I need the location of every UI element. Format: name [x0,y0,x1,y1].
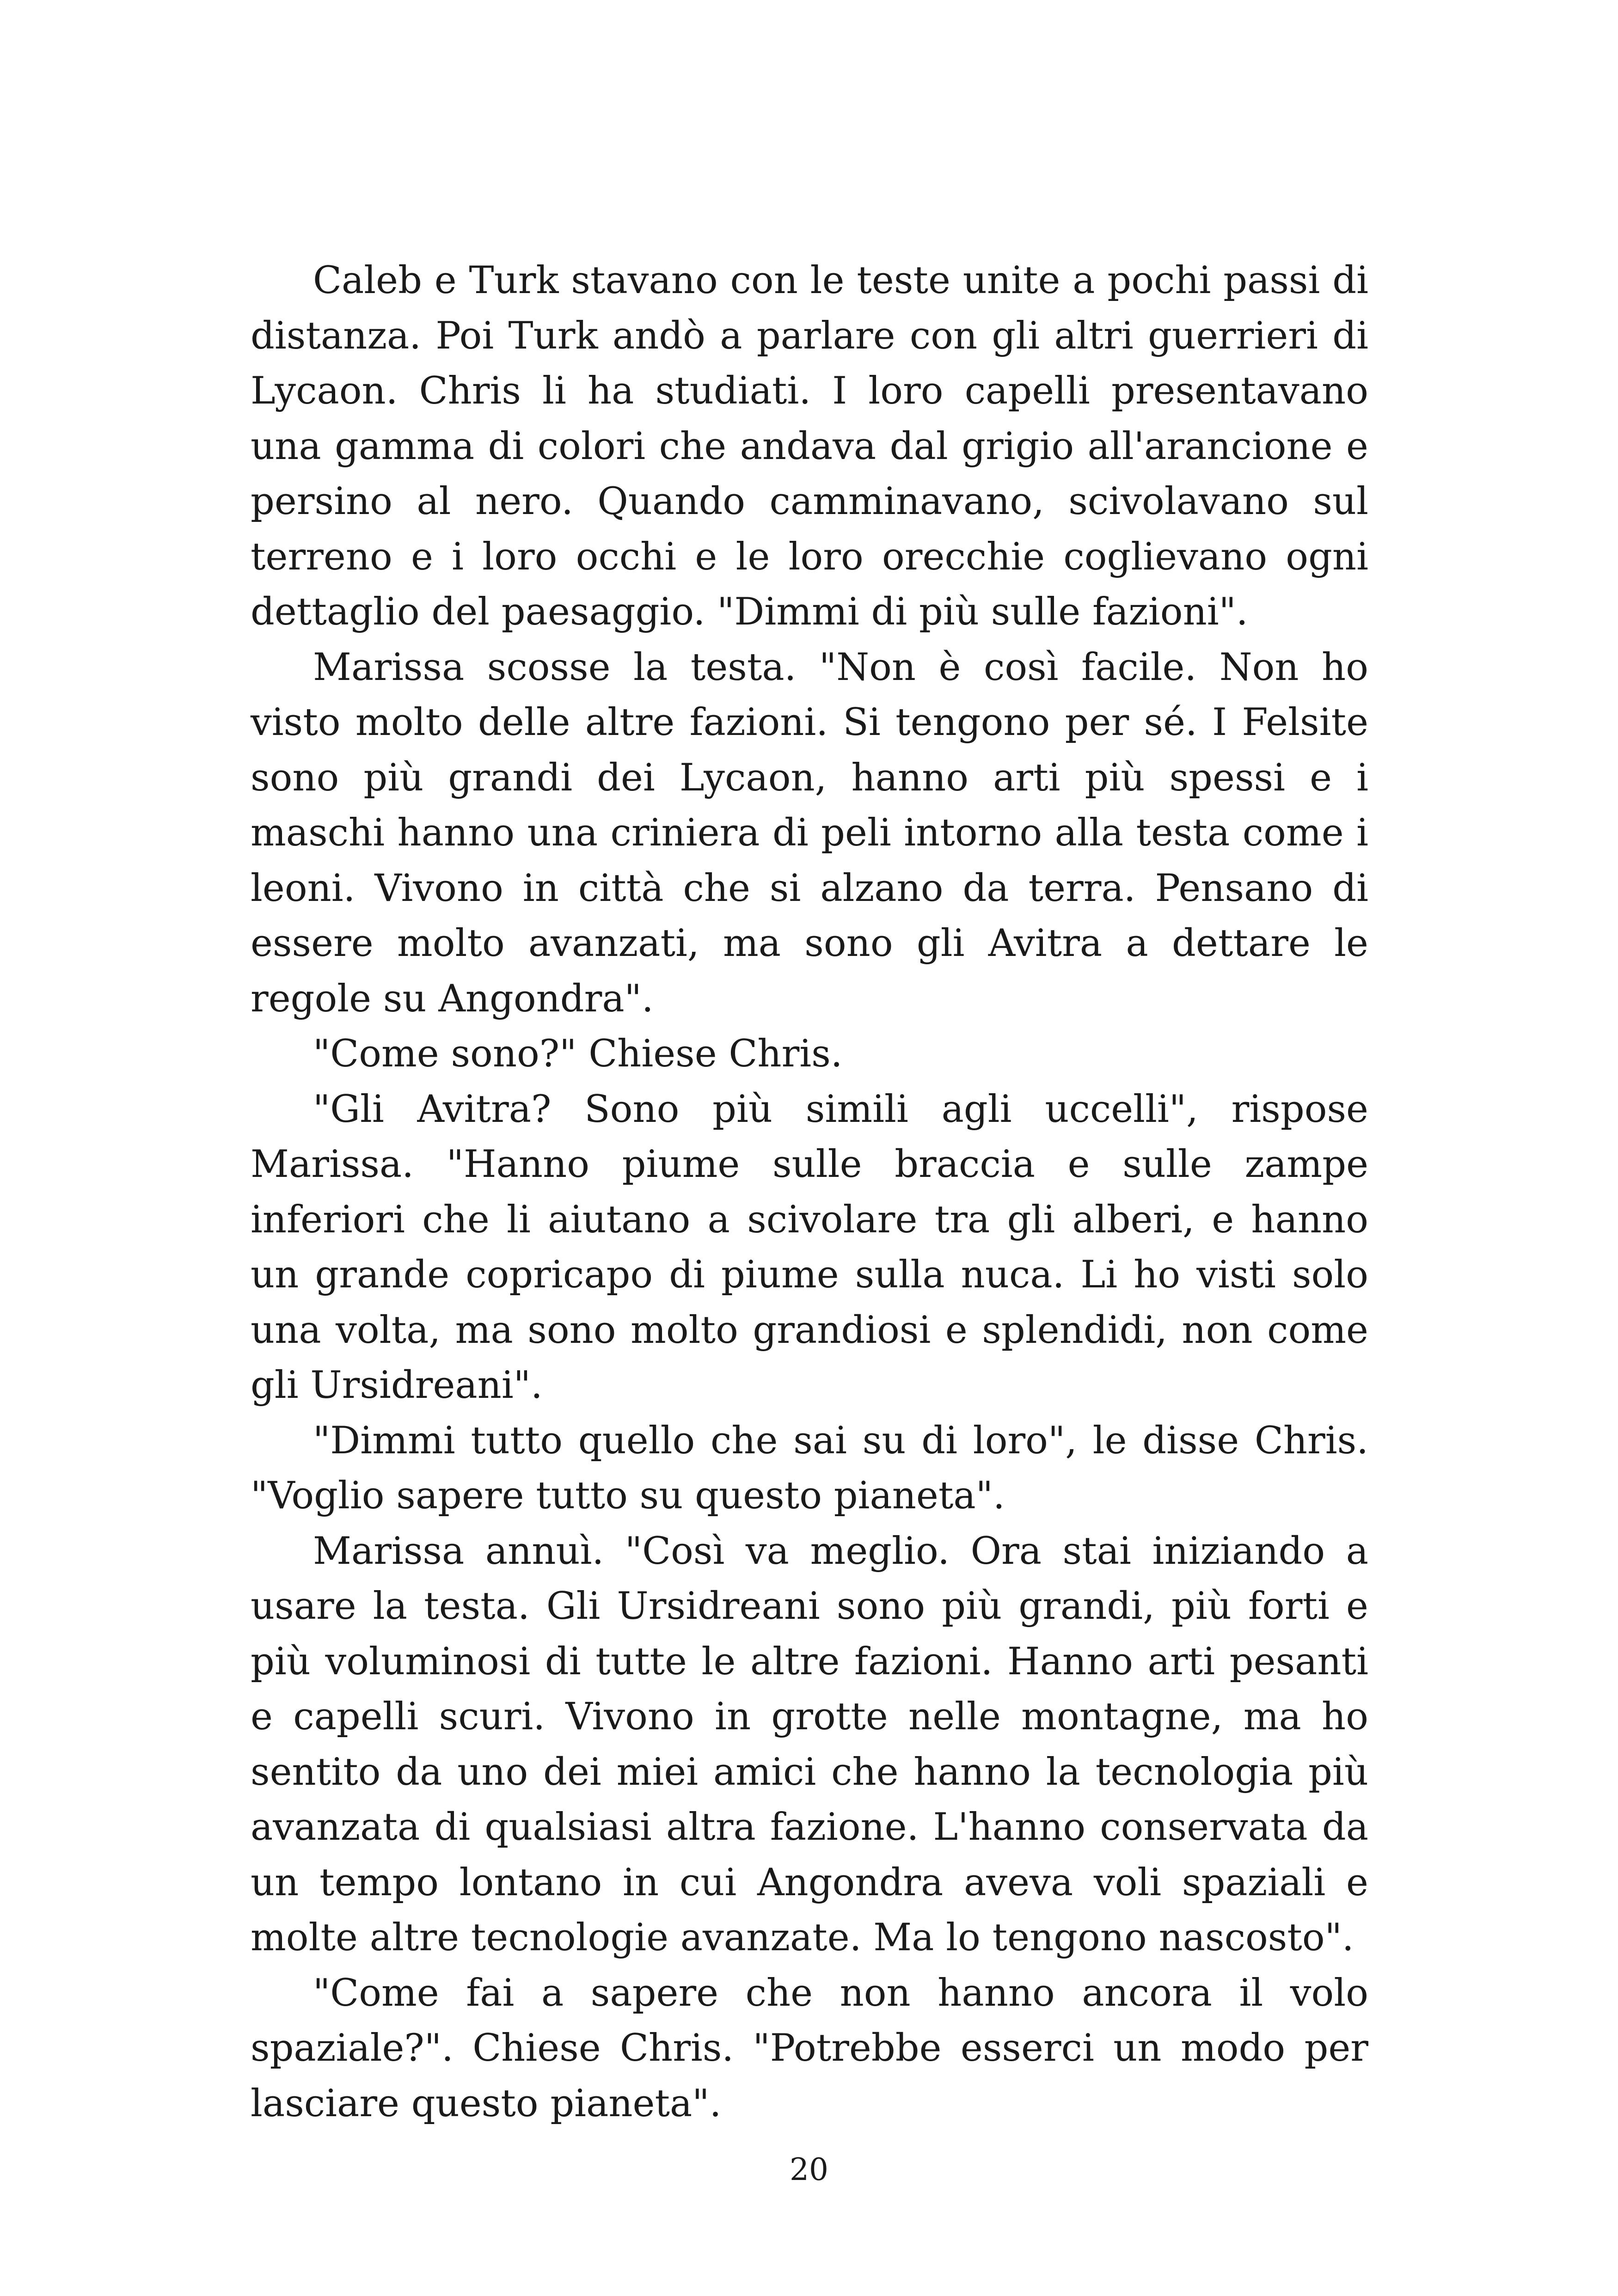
paragraph: Marissa annuì. "Così va meglio. Ora stai iniziando a usare la testa. Gli Ursidreani sono più grandi, più forti e più voluminosi di tutte le altre fazioni. Hanno arti pesanti e capelli scuri. Vivono in grotte nelle montagne, ma ho sentito da uno dei miei amici che hanno la tecnologia più avanzata di qualsiasi altra fazione. L'hanno conservata da un tempo lontano in cui Angondra aveva voli spaziali e molte altre tecnologie avanzate. Ma lo tengono nascosto". [251,1529,1368,1959]
paragraph: "Come sono?" Chiese Chris. [313,1032,843,1076]
page-number: 20 [790,2152,828,2187]
paragraph: "Gli Avitra? Sono più simili agli uccelli", rispose Marissa. "Hanno piume sulle braccia e sulle zampe inferiori che li aiutano a scivolare tra gli alberi, e hanno un grande copricapo di piume sulla nuca. Li ho visti solo una volta, ma sono molto grandiosi e splendidi, non come gli Ursidreani". [251,1087,1368,1407]
paragraph: "Come fai a sapere che non hanno ancora il volo spaziale?". Chiese Chris. "Potrebbe esserci un modo per lasciare questo pianeta". [251,1971,1368,2125]
paragraph: "Dimmi tutto quello che sai su di loro", le disse Chris. "Voglio sapere tutto su questo pianeta". [251,1419,1368,1518]
body-text [251,253,1368,2131]
paragraph: Marissa scosse la testa. "Non è così facile. Non ho visto molto delle altre fazioni. Si tengono per sé. I Felsite sono più grandi dei Lycaon, hanno arti più spessi e i maschi hanno una criniera di peli intorno alla testa come i leoni. Vivono in città che si alzano da terra. Pensano di essere molto avanzati, ma sono gli Avitra a dettare le regole su Angondra". [251,645,1368,1021]
paragraph: Caleb e Turk stavano con le teste unite a pochi passi di distanza. Poi Turk andò a parlare con gli altri guerrieri di Lycaon. Chris li ha studiati. I loro capelli presentavano una gamma di colori che andava dal grigio all'arancione e persino al nero. Quando camminavano, scivolavano sul terreno e i loro occhi e le loro orecchie coglievano ogni dettaglio del paesaggio. "Dimmi di più sulle fazioni". [251,259,1368,634]
